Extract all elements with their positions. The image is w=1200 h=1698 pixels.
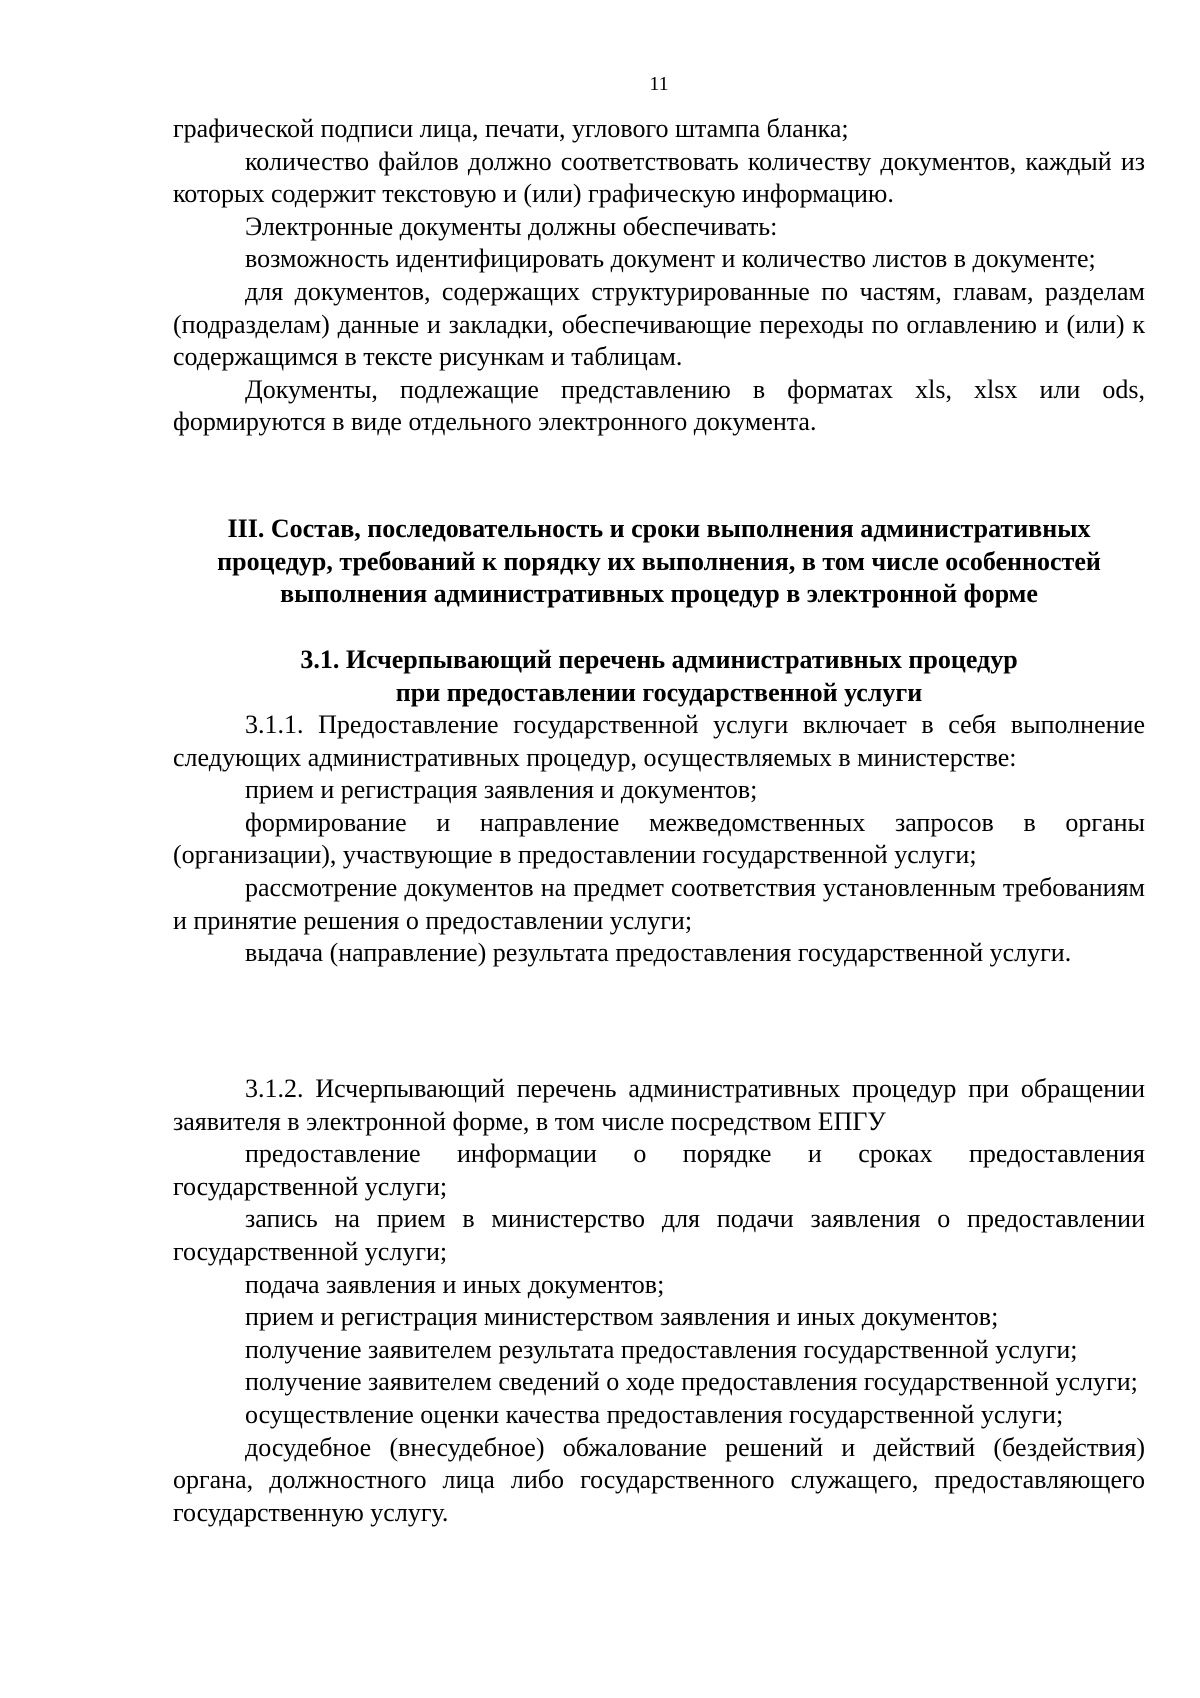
subsection-heading-line: при предоставлении государственной услуги <box>395 677 923 707</box>
procedure-paragraph: прием и регистрация заявления и документов; <box>245 775 758 805</box>
electronic-procedure-paragraph: 3.1.2. Исчерпывающий перечень административных процедур при обращении заявителя в электронной форме, в том числе посредством ЕПГУ <box>173 1074 1145 1136</box>
electronic-procedure-paragraph: получение заявителем результата предоставления государственной услуги; <box>245 1334 1078 1364</box>
electronic-procedure-paragraph: осуществление оценки качества предоставления государственной услуги; <box>245 1399 1064 1429</box>
subsection-heading-line: 3.1. Исчерпывающий перечень административных процедур <box>300 645 1018 674</box>
procedure-paragraph: рассмотрение документов на предмет соответствия установленным требованиям и принятие решения о предоставлении услуги; <box>173 872 1145 935</box>
section-heading-line: III. Состав, последовательность и сроки выполнения административных <box>227 514 1091 543</box>
procedure-paragraph: формирование и направление межведомственных запросов в органы (организации), участвующие в предоставлении государственной услуги; <box>173 807 1145 870</box>
electronic-procedure-paragraph: запись на прием в министерство для подачи заявления о предоставлении государственной услуги; <box>173 1204 1145 1266</box>
intro-paragraph: для документов, содержащих структурированные по частям, главам, разделам (подразделам) данные и закладки, обеспечивающие переходы по оглавлению и (или) к содержащимся в тексте рисункам и таблицам. <box>173 276 1145 372</box>
section-heading-line: процедур, требований к порядку их выполнения, в том числе особенностей <box>217 546 1101 576</box>
procedure-paragraph: 3.1.1. Предоставление государственной услуги включает в себя выполнение следующих административных процедур, осуществляемых в министерстве: <box>173 710 1145 772</box>
intro-paragraph: возможность идентифицировать документ и количество листов в документе; <box>245 244 1096 274</box>
section-heading-line: выполнения административных процедур в электронной форме <box>280 579 1038 609</box>
electronic-procedure-paragraph: предоставление информации о порядке и сроках предоставления государственной услуги; <box>173 1139 1145 1201</box>
electronic-procedure-paragraph: получение заявителем сведений о ходе предоставления государственной услуги; <box>245 1367 1138 1397</box>
electronic-procedures-block <box>173 1073 1145 1529</box>
intro-paragraph: количество файлов должно соответствовать количеству документов, каждый из которых содержит текстовую и (или) графическую информацию. <box>173 146 1145 209</box>
intro-paragraph: Документы, подлежащие представлению в форматах xls, xlsx или ods, формируются в виде отдельного электронного документа. <box>173 374 1145 437</box>
page-number: 11 <box>649 73 669 95</box>
intro-paragraph: графической подписи лица, печати, углового штампа бланка; <box>173 114 849 143</box>
section-heading <box>173 513 1145 611</box>
electronic-procedure-paragraph: досудебное (внесудебное) обжалование решений и действий (бездействия) органа, должностного лица либо государственного служащего, предоставляющего государственную услугу. <box>173 1432 1145 1527</box>
subsection-heading <box>173 644 1145 709</box>
electronic-procedure-paragraph: подача заявления и иных документов; <box>245 1269 665 1299</box>
procedures-block <box>173 709 1145 970</box>
electronic-procedure-paragraph: прием и регистрация министерством заявления и иных документов; <box>245 1302 999 1332</box>
procedure-paragraph: выдача (направление) результата предоставления государственной услуги. <box>245 938 1072 968</box>
intro-block <box>173 113 1145 439</box>
intro-paragraph: Электронные документы должны обеспечивать: <box>245 211 778 241</box>
